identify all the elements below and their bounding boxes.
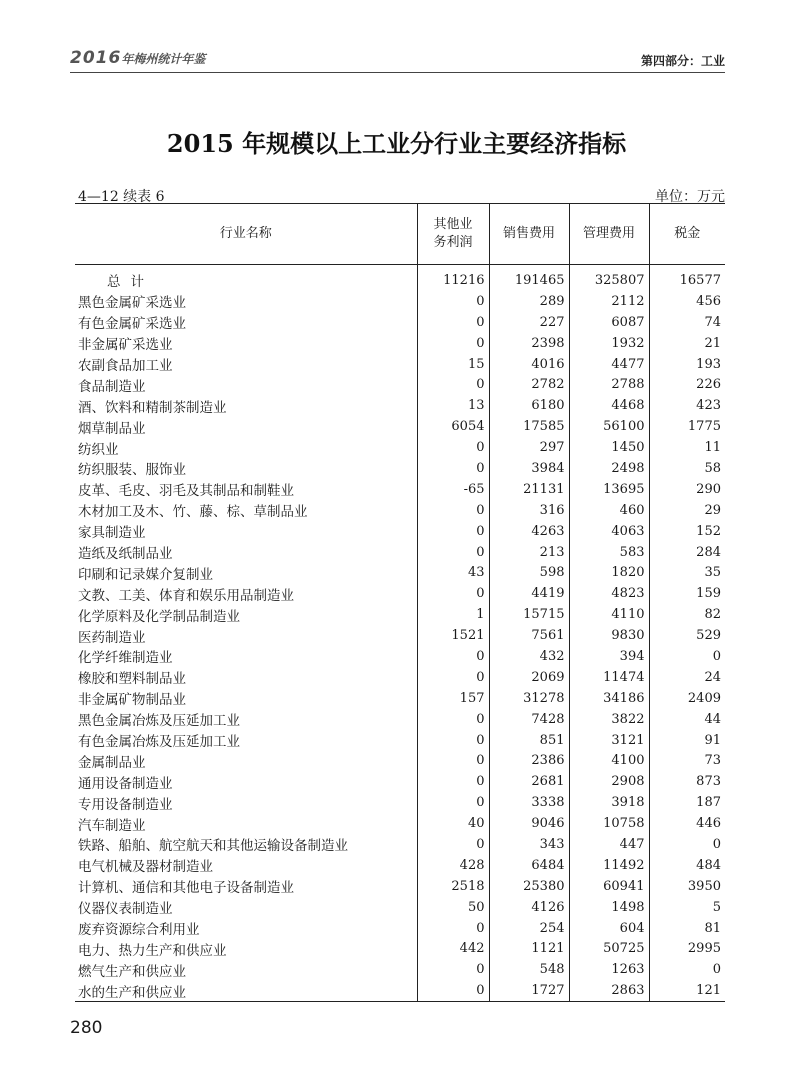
industry-name: 食品制造业 bbox=[78, 378, 146, 395]
industry-name: 家具制造业 bbox=[78, 525, 146, 542]
sales-expense-cell: 4016 bbox=[489, 354, 569, 375]
running-head bbox=[0, 46, 793, 72]
yearbook-title bbox=[70, 48, 205, 68]
industry-name: 专用设备制造业 bbox=[78, 796, 173, 813]
sales-expense-cell: 7561 bbox=[489, 625, 569, 646]
sales-expense-cell: 25380 bbox=[489, 876, 569, 897]
table-row bbox=[75, 354, 725, 375]
tax-cell: 159 bbox=[649, 583, 725, 604]
table-row bbox=[75, 771, 725, 792]
tax-cell: 5 bbox=[649, 897, 725, 918]
sales-expense-cell: 2398 bbox=[489, 333, 569, 354]
tax-cell: 121 bbox=[649, 980, 725, 1001]
industry-name: 黑色金属冶炼及压延加工业 bbox=[78, 713, 240, 730]
sales-expense-cell: 7428 bbox=[489, 709, 569, 730]
sales-expense-cell: 3338 bbox=[489, 792, 569, 813]
other-profit-cell: 0 bbox=[417, 542, 489, 563]
other-profit-cell: 0 bbox=[417, 583, 489, 604]
industry-name: 仪器仪表制造业 bbox=[78, 901, 173, 918]
industry-name: 农副食品加工业 bbox=[78, 358, 173, 374]
other-profit-cell: 0 bbox=[417, 437, 489, 458]
industry-name: 燃气生产和供应业 bbox=[78, 963, 186, 980]
other-profit-cell: 0 bbox=[417, 500, 489, 521]
tax-cell: 58 bbox=[649, 458, 725, 479]
other-profit-cell: 0 bbox=[417, 667, 489, 688]
admin-expense-cell: 4468 bbox=[569, 395, 649, 416]
industry-name: 通用设备制造业 bbox=[78, 775, 173, 792]
admin-expense-cell: 1263 bbox=[569, 959, 649, 980]
industry-name: 造纸及纸制品业 bbox=[78, 546, 173, 563]
admin-expense-cell: 4477 bbox=[569, 354, 649, 375]
part-label: 第四部分：工业 bbox=[640, 54, 725, 68]
table-row bbox=[75, 458, 725, 479]
admin-expense-cell: 583 bbox=[569, 542, 649, 563]
admin-expense-cell: 1932 bbox=[569, 333, 649, 354]
tax-cell: 0 bbox=[649, 959, 725, 980]
table-row bbox=[75, 416, 725, 437]
other-profit-cell: 0 bbox=[417, 521, 489, 542]
admin-expense-cell: 50725 bbox=[569, 939, 649, 960]
tax-cell: 24 bbox=[649, 667, 725, 688]
other-profit-cell: 2518 bbox=[417, 876, 489, 897]
industry-name: 有色金属冶炼及压延加工业 bbox=[78, 734, 240, 751]
other-profit-cell: 43 bbox=[417, 562, 489, 583]
industry-name: 非金属矿物制品业 bbox=[78, 692, 186, 709]
table-row bbox=[75, 604, 725, 625]
other-profit-cell: 0 bbox=[417, 834, 489, 855]
industry-name: 医药制造业 bbox=[78, 629, 146, 646]
col-header-sales-expense: 销售费用 bbox=[489, 204, 569, 265]
table-row bbox=[75, 521, 725, 542]
tax-cell: 73 bbox=[649, 750, 725, 771]
admin-expense-cell: 2112 bbox=[569, 291, 649, 312]
other-profit-cell: 0 bbox=[417, 458, 489, 479]
col-header-other-profit-line1: 其他业 bbox=[433, 217, 473, 232]
sales-expense-cell: 1121 bbox=[489, 939, 569, 960]
admin-expense-cell: 3822 bbox=[569, 709, 649, 730]
table-row bbox=[75, 583, 725, 604]
other-profit-cell: 1 bbox=[417, 604, 489, 625]
sales-expense-cell: 1727 bbox=[489, 980, 569, 1001]
table-row bbox=[75, 479, 725, 500]
other-profit-cell: 0 bbox=[417, 291, 489, 312]
other-profit-cell: 50 bbox=[417, 897, 489, 918]
tax-cell: 290 bbox=[649, 479, 725, 500]
other-profit-cell: 0 bbox=[417, 750, 489, 771]
table-row bbox=[75, 876, 725, 897]
tax-cell: 44 bbox=[649, 709, 725, 730]
tax-cell: 11 bbox=[649, 437, 725, 458]
table-row bbox=[75, 939, 725, 960]
sales-expense-cell: 289 bbox=[489, 291, 569, 312]
industry-name: 有色金属矿采选业 bbox=[78, 316, 186, 333]
industry-name: 电气机械及器材制造业 bbox=[78, 859, 213, 876]
other-profit-cell: 0 bbox=[417, 792, 489, 813]
industry-name: 总计 bbox=[107, 274, 154, 291]
indicator-table bbox=[75, 203, 725, 1002]
table-row bbox=[75, 562, 725, 583]
other-profit-cell: 0 bbox=[417, 374, 489, 395]
table-row bbox=[75, 813, 725, 834]
table-row bbox=[75, 730, 725, 751]
table-row bbox=[75, 667, 725, 688]
sales-expense-cell: 297 bbox=[489, 437, 569, 458]
industry-name: 金属制品业 bbox=[78, 754, 146, 771]
other-profit-cell: 0 bbox=[417, 312, 489, 333]
table-row bbox=[75, 792, 725, 813]
admin-expense-cell: 2863 bbox=[569, 980, 649, 1001]
sales-expense-cell: 2069 bbox=[489, 667, 569, 688]
table-row bbox=[75, 709, 725, 730]
industry-name: 计算机、通信和其他电子设备制造业 bbox=[78, 880, 294, 897]
admin-expense-cell: 4100 bbox=[569, 750, 649, 771]
admin-expense-cell: 2908 bbox=[569, 771, 649, 792]
table-row bbox=[75, 333, 725, 354]
admin-expense-cell: 10758 bbox=[569, 813, 649, 834]
table-row bbox=[75, 291, 725, 312]
col-header-admin-expense: 管理费用 bbox=[569, 204, 649, 265]
table-header-row bbox=[75, 204, 725, 265]
admin-expense-cell: 394 bbox=[569, 646, 649, 667]
table-row bbox=[75, 834, 725, 855]
sales-expense-cell: 4126 bbox=[489, 897, 569, 918]
table-row bbox=[75, 542, 725, 563]
table-row bbox=[75, 312, 725, 333]
sales-expense-cell: 316 bbox=[489, 500, 569, 521]
admin-expense-cell: 3121 bbox=[569, 730, 649, 751]
header-rule bbox=[70, 72, 725, 73]
sales-expense-cell: 548 bbox=[489, 959, 569, 980]
table-row bbox=[75, 918, 725, 939]
table-row bbox=[75, 437, 725, 458]
other-profit-cell: 13 bbox=[417, 395, 489, 416]
industry-name: 水的生产和供应业 bbox=[75, 980, 417, 1001]
admin-expense-cell: 3918 bbox=[569, 792, 649, 813]
unit-label: 单位：万元 bbox=[655, 189, 725, 205]
table-row bbox=[75, 855, 725, 876]
admin-expense-cell: 447 bbox=[569, 834, 649, 855]
industry-name: 汽车制造业 bbox=[78, 817, 146, 834]
table-row bbox=[75, 374, 725, 395]
sales-expense-cell: 17585 bbox=[489, 416, 569, 437]
other-profit-cell: 0 bbox=[417, 771, 489, 792]
table-body bbox=[75, 265, 725, 1002]
tax-cell: 16577 bbox=[649, 265, 725, 291]
tax-cell: 1775 bbox=[649, 416, 725, 437]
other-profit-cell: 442 bbox=[417, 939, 489, 960]
admin-expense-cell: 4063 bbox=[569, 521, 649, 542]
table-row bbox=[75, 500, 725, 521]
table-row bbox=[75, 980, 725, 1001]
industry-name: 电力、热力生产和供应业 bbox=[78, 942, 227, 959]
sales-expense-cell: 31278 bbox=[489, 688, 569, 709]
yearbook-year: 2016 bbox=[70, 48, 122, 68]
admin-expense-cell: 56100 bbox=[569, 416, 649, 437]
sales-expense-cell: 6484 bbox=[489, 855, 569, 876]
sales-expense-cell: 851 bbox=[489, 730, 569, 751]
tax-cell: 82 bbox=[649, 604, 725, 625]
admin-expense-cell: 6087 bbox=[569, 312, 649, 333]
tax-cell: 423 bbox=[649, 395, 725, 416]
tax-cell: 74 bbox=[649, 312, 725, 333]
other-profit-cell: 0 bbox=[417, 980, 489, 1001]
other-profit-cell: 40 bbox=[417, 813, 489, 834]
industry-name: 烟草制品业 bbox=[78, 420, 146, 437]
tax-cell: 0 bbox=[649, 834, 725, 855]
admin-expense-cell: 4110 bbox=[569, 604, 649, 625]
table-title: 2015 年规模以上工业分行业主要经济指标 bbox=[166, 129, 627, 158]
sales-expense-cell: 598 bbox=[489, 562, 569, 583]
tax-cell: 193 bbox=[649, 354, 725, 375]
admin-expense-cell: 34186 bbox=[569, 688, 649, 709]
table-row bbox=[75, 646, 725, 667]
industry-name: 酒、饮料和精制茶制造业 bbox=[78, 399, 227, 416]
other-profit-cell: 428 bbox=[417, 855, 489, 876]
other-profit-cell: 157 bbox=[417, 688, 489, 709]
industry-name: 木材加工及木、竹、藤、棕、草制品业 bbox=[78, 504, 308, 521]
sales-expense-cell: 2386 bbox=[489, 750, 569, 771]
tax-cell: 284 bbox=[649, 542, 725, 563]
table-row bbox=[75, 625, 725, 646]
tax-cell: 91 bbox=[649, 730, 725, 751]
admin-expense-cell: 60941 bbox=[569, 876, 649, 897]
yearbook-name: 年梅州统计年鉴 bbox=[121, 52, 206, 66]
admin-expense-cell: 1820 bbox=[569, 562, 649, 583]
tax-cell: 187 bbox=[649, 792, 725, 813]
tax-cell: 873 bbox=[649, 771, 725, 792]
admin-expense-cell: 460 bbox=[569, 500, 649, 521]
col-header-other-profit bbox=[417, 204, 489, 265]
sales-expense-cell: 213 bbox=[489, 542, 569, 563]
other-profit-cell: 0 bbox=[417, 959, 489, 980]
tax-cell: 456 bbox=[649, 291, 725, 312]
other-profit-cell: 0 bbox=[417, 918, 489, 939]
sales-expense-cell: 3984 bbox=[489, 458, 569, 479]
sales-expense-cell: 2681 bbox=[489, 771, 569, 792]
table-row bbox=[75, 395, 725, 416]
industry-name: 铁路、船舶、航空航天和其他运输设备制造业 bbox=[78, 838, 348, 855]
admin-expense-cell: 2498 bbox=[569, 458, 649, 479]
admin-expense-cell: 2788 bbox=[569, 374, 649, 395]
admin-expense-cell: 11474 bbox=[569, 667, 649, 688]
other-profit-cell: 15 bbox=[417, 354, 489, 375]
sales-expense-cell: 2782 bbox=[489, 374, 569, 395]
sales-expense-cell: 15715 bbox=[489, 604, 569, 625]
sales-expense-cell: 227 bbox=[489, 312, 569, 333]
tax-cell: 0 bbox=[649, 646, 725, 667]
table-id: 4—12 续表 6 bbox=[78, 189, 165, 205]
admin-expense-cell: 1450 bbox=[569, 437, 649, 458]
sales-expense-cell: 254 bbox=[489, 918, 569, 939]
sales-expense-cell: 343 bbox=[489, 834, 569, 855]
other-profit-cell: 0 bbox=[417, 730, 489, 751]
industry-name: 文教、工美、体育和娱乐用品制造业 bbox=[78, 587, 294, 604]
tax-cell: 35 bbox=[649, 562, 725, 583]
industry-name: 皮革、毛皮、羽毛及其制品和制鞋业 bbox=[78, 483, 294, 500]
sales-expense-cell: 9046 bbox=[489, 813, 569, 834]
industry-name: 黑色金属矿采选业 bbox=[78, 295, 186, 312]
other-profit-cell: -65 bbox=[417, 479, 489, 500]
other-profit-cell: 0 bbox=[417, 709, 489, 730]
table-row bbox=[75, 897, 725, 918]
admin-expense-cell: 325807 bbox=[569, 265, 649, 291]
admin-expense-cell: 13695 bbox=[569, 479, 649, 500]
admin-expense-cell: 11492 bbox=[569, 855, 649, 876]
sales-expense-cell: 4419 bbox=[489, 583, 569, 604]
tax-cell: 484 bbox=[649, 855, 725, 876]
industry-name: 非金属矿采选业 bbox=[78, 337, 173, 354]
tax-cell: 3950 bbox=[649, 876, 725, 897]
sales-expense-cell: 4263 bbox=[489, 521, 569, 542]
other-profit-cell: 0 bbox=[417, 333, 489, 354]
tax-cell: 2995 bbox=[649, 939, 725, 960]
col-header-other-profit-line2: 务利润 bbox=[433, 235, 473, 250]
page-number: 280 bbox=[70, 1018, 103, 1038]
industry-name: 橡胶和塑料制品业 bbox=[78, 671, 186, 688]
industry-name: 废弃资源综合利用业 bbox=[78, 922, 200, 939]
admin-expense-cell: 604 bbox=[569, 918, 649, 939]
table-row bbox=[75, 750, 725, 771]
sales-expense-cell: 191465 bbox=[489, 265, 569, 291]
other-profit-cell: 11216 bbox=[417, 265, 489, 291]
admin-expense-cell: 9830 bbox=[569, 625, 649, 646]
tax-cell: 81 bbox=[649, 918, 725, 939]
industry-name: 纺织业 bbox=[78, 441, 119, 458]
tax-cell: 29 bbox=[649, 500, 725, 521]
industry-name: 化学原料及化学制品制造业 bbox=[78, 608, 240, 625]
other-profit-cell: 6054 bbox=[417, 416, 489, 437]
sales-expense-cell: 21131 bbox=[489, 479, 569, 500]
tax-cell: 529 bbox=[649, 625, 725, 646]
col-header-tax: 税金 bbox=[649, 204, 725, 265]
table-row bbox=[75, 959, 725, 980]
tax-cell: 446 bbox=[649, 813, 725, 834]
table-row bbox=[75, 688, 725, 709]
industry-name: 化学纤维制造业 bbox=[78, 650, 173, 667]
industry-name: 印刷和记录媒介复制业 bbox=[78, 566, 213, 583]
total-row bbox=[75, 265, 725, 291]
col-header-name: 行业名称 bbox=[75, 204, 417, 265]
sales-expense-cell: 6180 bbox=[489, 395, 569, 416]
industry-name: 纺织服装、服饰业 bbox=[78, 462, 186, 479]
sales-expense-cell: 432 bbox=[489, 646, 569, 667]
tax-cell: 2409 bbox=[649, 688, 725, 709]
other-profit-cell: 0 bbox=[417, 646, 489, 667]
tax-cell: 21 bbox=[649, 333, 725, 354]
admin-expense-cell: 1498 bbox=[569, 897, 649, 918]
tax-cell: 152 bbox=[649, 521, 725, 542]
other-profit-cell: 1521 bbox=[417, 625, 489, 646]
admin-expense-cell: 4823 bbox=[569, 583, 649, 604]
tax-cell: 226 bbox=[649, 374, 725, 395]
